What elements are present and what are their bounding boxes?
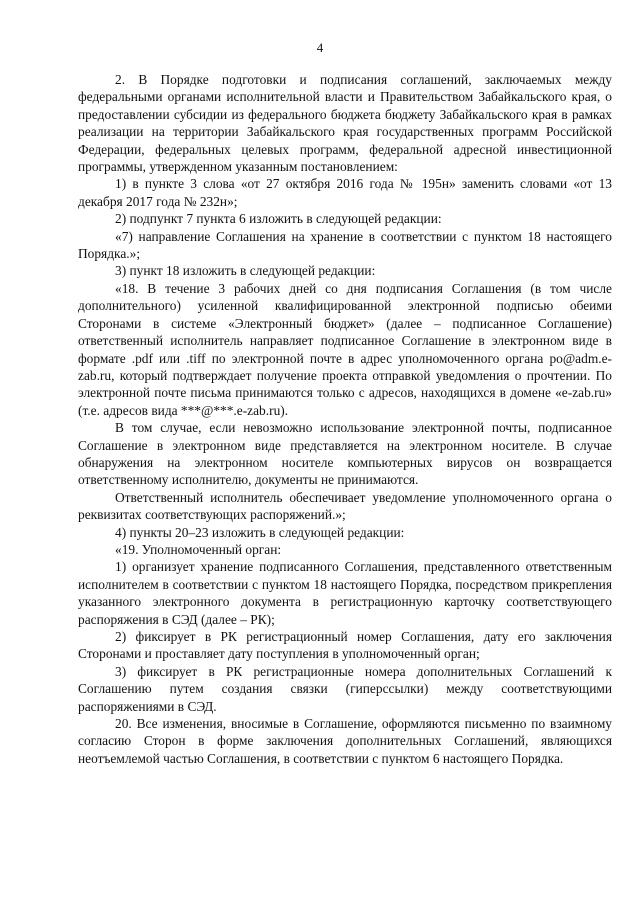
- document-body: [78, 71, 612, 767]
- paragraph-item-2-text: «7) направление Соглашения на хранение в соответствии с пунктом 18 настоящего Порядка.»;: [78, 228, 612, 262]
- paragraph-item-3: 3) пункт 18 изложить в следующей редакции:: [115, 263, 376, 279]
- paragraph-clause-19-2: 2) фиксирует в РК регистрационный номер Соглашения, дату его заключения Сторонами и проставляет дату поступления в уполномоченный орган;: [78, 629, 612, 662]
- paragraph-clause-19-1: 1) организует хранение подписанного Соглашения, представленного ответственным исполнителем в соответствии с пунктом 18 настоящего Порядка, посредством прикрепления указанного электронного документа в регистрационную карточку соответствующего распоряжения в СЭД (далее – РК);: [78, 559, 612, 627]
- paragraph-item-1: 1) в пункте 3 слова «от 27 октября 2016 года № 195н» заменить словами «от 13 декабря 2017 года № 232н»;: [78, 176, 612, 209]
- paragraph-email-fallback: В том случае, если невозможно использование электронной почты, подписанное Соглашение в электронном виде представляется на электронном носителе. В случае обнаружения на электронном носителе компьютерных вирусов он возвращается ответственному исполнителю, документы не принимаются.: [78, 420, 612, 488]
- paragraph-item-4: 4) пункты 20–23 изложить в следующей редакции:: [115, 524, 405, 540]
- paragraph-clause-20: 20. Все изменения, вносимые в Соглашение, оформляются письменно по взаимному согласию Сторон в форме заключения дополнительных Соглашений, являющихся неотъемлемой частью Соглашения, в соответствии с пунктом 6 настоящего Порядка.: [78, 716, 612, 766]
- paragraph-amendment-intro: 2. В Порядке подготовки и подписания соглашений, заключаемых между федеральными органами исполнительной власти и Правительством Забайкальского края, о предоставлении субсидии из федерального бюджета бюджету Забайкальского края в рамках реализации на территории Забайкальского края государственных программ Российской Федерации, федеральных целевых программ, федеральной адресной инвестиционной программы, утвержденном указанным постановлением:: [78, 72, 612, 175]
- paragraph-clause-19-3: 3) фиксирует в РК регистрационные номера дополнительных Соглашений к Соглашению путем создания связки (гиперссылки) между соответствующими распоряжениями в СЭД.: [78, 663, 612, 714]
- paragraph-item-2: 2) подпункт 7 пункта 6 изложить в следующей редакции:: [115, 211, 442, 227]
- paragraph-clause-19: «19. Уполномоченный орган:: [115, 541, 282, 557]
- page-number: 4: [316, 40, 324, 55]
- paragraph-notification: Ответственный исполнитель обеспечивает уведомление уполномоченного органа о реквизитах соответствующих распоряжений.»;: [78, 489, 612, 523]
- paragraph-item-3-text: «18. В течение 3 рабочих дней со дня подписания Соглашения (в том числе дополнительного) усиленной квалифицированной электронной подписью обеими Сторонами в системе «Электронный бюджет» (далее – подписанное Соглашение) ответственный исполнитель направляет подписанное Соглашение в электронном виде в формате .pdf или .tiff по электронной почте в адрес уполномоченного органа po@adm.e-zab.ru, который подтверждает получение проекта отправкой уведомления о прочтении. По электронной почте письма принимаются только с адресов, находящихся в домене «e-zab.ru» (т.е. адресов вида ***@***.e-zab.ru).: [78, 280, 612, 418]
